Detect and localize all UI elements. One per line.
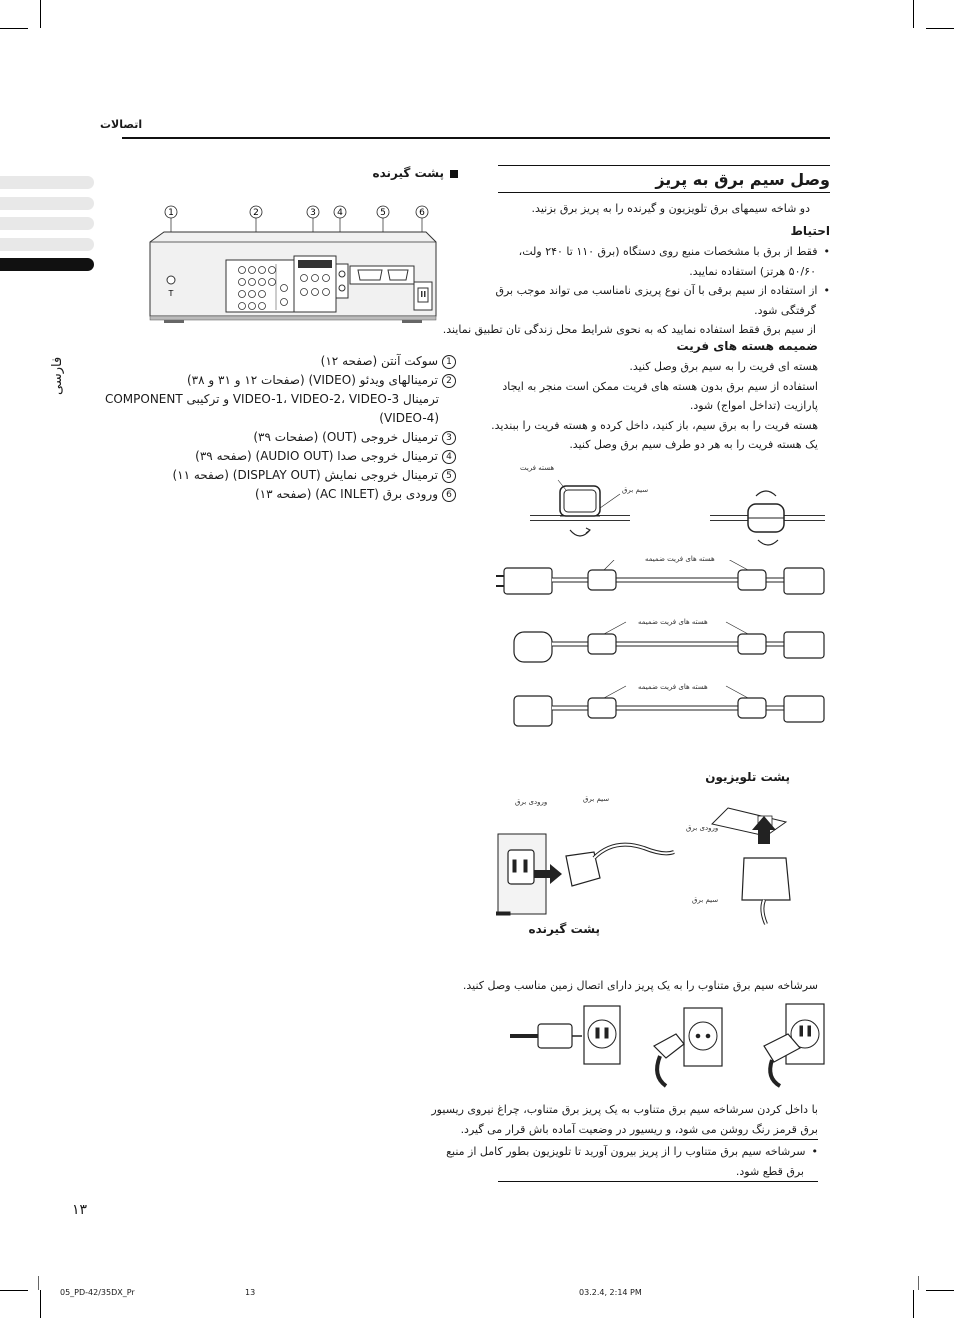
connector-item-text: ورودی برق (AC INLET) (صفحه ۱۳) — [254, 487, 438, 501]
callout-6: 6 — [419, 208, 425, 218]
receiver-back-diagram — [144, 204, 444, 326]
caution-line: گرفتگی شود. — [754, 303, 816, 317]
connector-item-text: ترمینالهای ویدئو (VIDEO) (صفحات ۱۲ و ۳۱ و ۳۸) — [186, 373, 438, 387]
callout-number: 4 — [442, 450, 456, 464]
ferrite-core-figure — [520, 470, 830, 550]
note-line: •سرشاخه سیم برق متناوب را از پریز بیرون آورید تا تلویزیون بطور کامل از منبع — [446, 1145, 818, 1158]
crop-mark — [38, 1276, 39, 1290]
note-line: برق قطع شود. — [735, 1164, 804, 1178]
crop-mark — [40, 0, 41, 28]
cord-figures — [496, 560, 830, 750]
label-ferrite-attached: هسته های فریت ضمیمه — [638, 683, 708, 691]
side-language-label: فارسی — [50, 356, 65, 395]
callout-3: 3 — [310, 208, 316, 218]
footer-datetime: 03.2.4, 2:14 PM — [579, 1288, 642, 1297]
bottom-text — [431, 1100, 818, 1139]
side-tab — [0, 176, 94, 189]
connector-item-text: ترمینال خروجی نمایش (DISPLAY OUT) (صفحه ۱۱) — [172, 468, 438, 482]
callout-4: 4 — [337, 208, 343, 218]
label-ferrite-core: هسته فریت — [520, 464, 555, 472]
connector-item-1 — [110, 352, 456, 371]
ferrite-line: هسته فریت را به برق سیم، باز کنید، داخل کرده و هسته فریت را ببندید. — [491, 418, 818, 432]
left-title-text: پشت گیرنده — [372, 166, 444, 180]
callout-number: 2 — [442, 374, 456, 388]
label-ferrite-attached: هسته های فریت ضمیمه — [645, 555, 715, 563]
svg-text:T: T — [168, 289, 174, 298]
label-ac-inlet: ورودی برق — [686, 824, 719, 832]
bottom-line: برق قرمز رنگ روشن می شود، و ریسیور در وضعیت آماده باش قرار می گیرد. — [460, 1122, 818, 1136]
caution-block — [442, 242, 830, 340]
side-tab — [0, 197, 94, 210]
bullet-icon: • — [811, 1145, 818, 1158]
connector-item-5 — [110, 466, 456, 485]
crop-mark — [0, 1290, 28, 1291]
caution-title: احتیاط — [790, 224, 830, 238]
callout-number: 6 — [442, 488, 456, 502]
note-rule-top — [498, 1139, 818, 1140]
callout-1: 1 — [168, 208, 174, 218]
tv-back-title: پشت تلویزیون — [705, 770, 790, 784]
ferrite-line: استفاده از سیم برق بدون هسته های فریت ممکن است منجر به ایجاد — [502, 379, 818, 393]
side-tab — [0, 238, 94, 251]
connector-item-3 — [110, 428, 456, 447]
connector-item-2 — [110, 371, 456, 390]
label-power-cord: سیم برق — [692, 896, 719, 904]
label-power-cord: سیم برق — [583, 795, 610, 803]
callout-2: 2 — [253, 208, 259, 218]
left-title — [330, 166, 458, 180]
ferrite-line: پارازیت (تداخل امواج) شود. — [689, 399, 818, 412]
callout-5: 5 — [380, 208, 386, 218]
grounding-plugs-figure — [510, 1000, 830, 1092]
callout-number: 5 — [442, 469, 456, 483]
ferrite-block — [491, 357, 818, 455]
receiver-back-title: پشت گیرنده — [528, 922, 600, 936]
note-rule-bottom — [498, 1181, 818, 1182]
connector-item-text: ترمینال خروجی صدا (AUDIO OUT) (صفحه ۳۹) — [195, 449, 438, 463]
square-bullet-icon — [450, 170, 458, 178]
right-title-rule — [498, 165, 830, 166]
connector-item-text: ترمینال خروجی (OUT) (صفحات ۳۹) — [253, 430, 438, 444]
connector-item-2-cont — [104, 390, 439, 409]
ferrite-line: یک هسته فریت را به هر دو طرف سیم برق وصل کنید. — [569, 438, 818, 451]
header-section-title: اتصالات — [100, 118, 143, 131]
caution-line: ۵۰/۶۰ هرتز) استفاده نمایید. — [689, 264, 816, 278]
right-title: وصل سیم برق به پریز — [655, 170, 830, 189]
caution-line: •از استفاده از سیم برقی با آن نوع پریزی نامناسب می تواند موجب برق — [495, 284, 830, 297]
side-tab — [0, 217, 94, 230]
crop-mark — [926, 28, 954, 29]
connector-list — [104, 352, 456, 504]
footer-page: 13 — [245, 1288, 256, 1297]
crop-mark — [913, 0, 914, 28]
page-number: ۱۳ — [72, 1202, 88, 1218]
crop-mark — [913, 1290, 914, 1318]
callout-number: 3 — [442, 431, 456, 445]
right-title-underline — [498, 192, 830, 193]
connector-item-2-cont — [110, 409, 439, 428]
crop-mark — [40, 1290, 41, 1318]
label-power-cord: سیم برق — [622, 486, 649, 494]
crop-mark — [926, 1290, 954, 1291]
connector-item-6 — [110, 485, 456, 504]
caution-line: •فقط از برق با مشخصات منبع روی دستگاه (برق ۱۱۰ تا ۲۴۰ ولت، — [518, 245, 830, 258]
note-block — [446, 1142, 818, 1181]
grounding-text: سرشاخه سیم برق متناوب را به یک پریز دارای اتصال زمین مناسب وصل کنید. — [462, 979, 818, 992]
side-tab-active — [0, 258, 94, 271]
connector-item-text: ترمینال VIDEO-1، VIDEO-2، VIDEO-3 و ترکیبی COMPONENT — [104, 392, 439, 406]
callout-number: 1 — [442, 355, 456, 369]
ferrite-title: ضمیمه هسته های فریت — [676, 339, 818, 353]
connector-item-text: (VIDEO-4) — [379, 411, 439, 425]
label-ferrite-attached: هسته های فریت ضمیمه — [638, 618, 708, 626]
tv-back-figure — [496, 800, 826, 925]
header-rule — [122, 137, 830, 139]
bullet-icon: • — [823, 245, 830, 258]
label-ac-inlet: ورودی برق — [515, 798, 548, 806]
ferrite-line: هسته ای فریت را به سیم برق وصل کنید. — [629, 360, 818, 373]
bullet-icon: • — [823, 284, 830, 297]
footer-file: 05_PD-42/35DX_Pr — [60, 1288, 135, 1297]
connector-item-4 — [110, 447, 456, 466]
bottom-line: با داخل کردن سرشاخه سیم برق متناوب به یک پریز برق متناوب، چراغ نیروی ریسیور — [431, 1103, 818, 1116]
crop-mark — [918, 1276, 919, 1290]
connector-item-text: سوکت آنتن (صفحه ۱۲) — [320, 354, 438, 368]
crop-mark — [0, 28, 28, 29]
intro-text: دو شاخه سیمهای برق تلویزیون و گیرنده را به پریز برق بزنید. — [531, 202, 810, 215]
caution-line: از سیم برق فقط استفاده نمایید که به نحوی شرایط محل زندگی تان تطبیق نمایند. — [442, 323, 816, 336]
